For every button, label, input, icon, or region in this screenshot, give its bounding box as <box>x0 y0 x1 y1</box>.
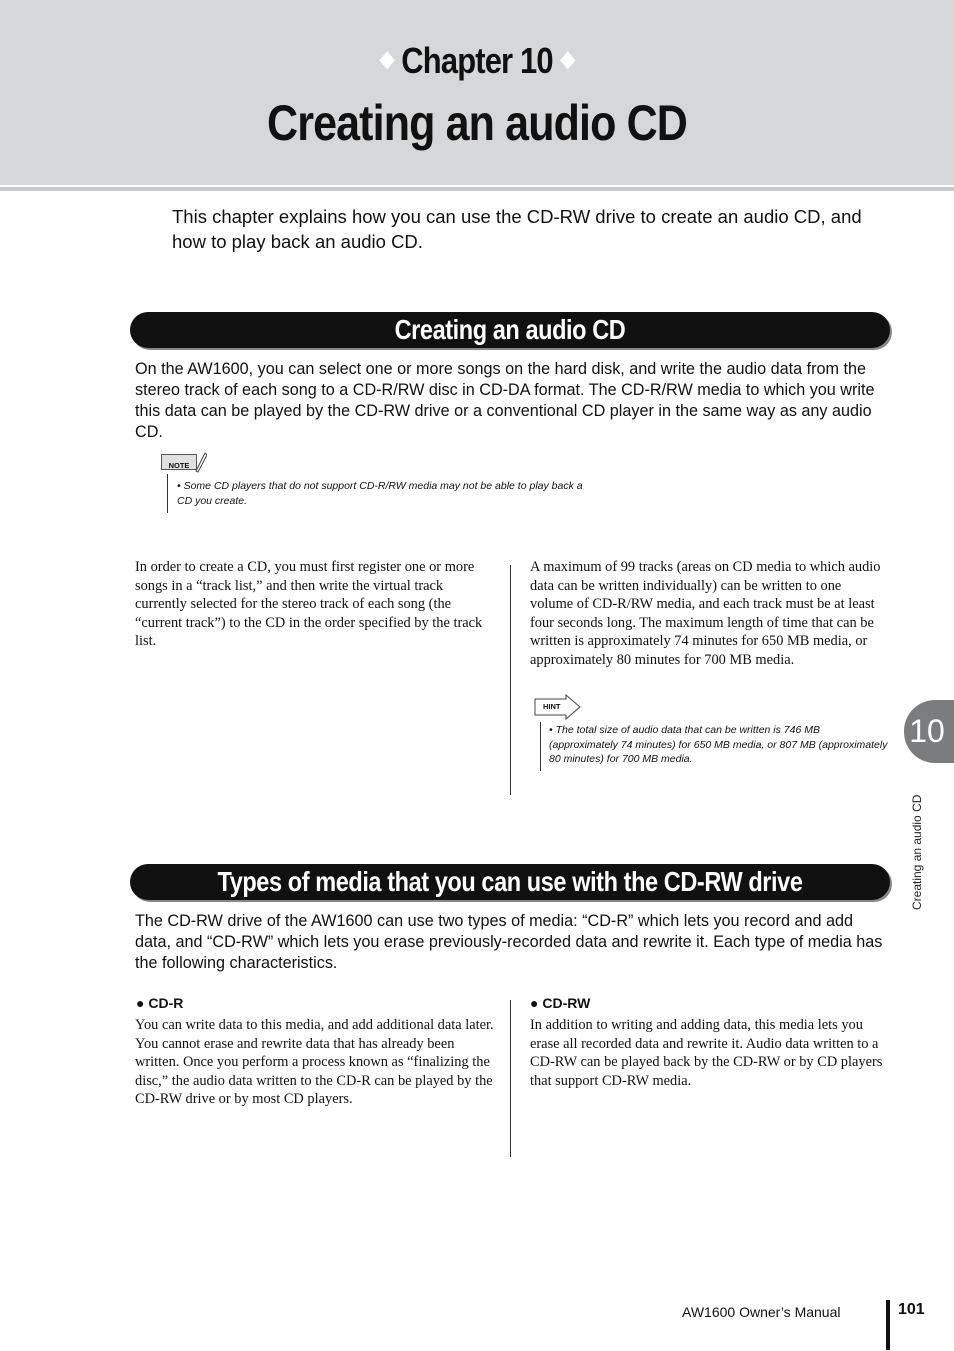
section-title-creating: Creating an audio CD <box>394 314 626 345</box>
note-label: NOTE <box>168 461 190 470</box>
section-title-media-types: Types of media that you can use with the CD-RW drive <box>217 866 803 897</box>
note-text: • Some CD players that do not support CD-R/RW media may not be able to play back a CD you create. <box>177 480 583 507</box>
diamond-right-icon: ◆ <box>560 46 575 72</box>
pencil-icon <box>193 451 207 473</box>
section-heading-bar-creating <box>130 312 890 348</box>
section1-body: On the AW1600, you can select one or more songs on the hard disk, and write the audio data from the stereo track of each song to a CD-R/RW disc in CD-DA format. The CD-R/RW media to which you write this data can be played by the CD-RW drive or a conventional CD player in the same way as any audio CD. <box>135 360 875 441</box>
section-heading-bar-media-types <box>130 864 890 900</box>
chapter-header-band <box>0 0 954 185</box>
chapter-label: Chapter 10 <box>401 40 553 81</box>
chapter-intro: This chapter explains how you can use the CD-RW drive to create an audio CD, and how to play back an audio CD. <box>172 206 862 252</box>
footer-manual-name: AW1600 Owner’s Manual <box>682 1304 841 1320</box>
footer-divider <box>886 1300 890 1350</box>
hint-rule <box>540 722 541 771</box>
chapter-title: Creating an audio CD <box>266 95 688 151</box>
column-divider-2 <box>510 1000 511 1157</box>
note-tag <box>161 454 197 470</box>
chapter-side-tab <box>904 700 954 763</box>
hint-label: HINT <box>543 702 561 711</box>
note-rule <box>167 474 168 513</box>
section2-body: The CD-RW drive of the AW1600 can use two types of media: “CD-R” which lets you record and add data, and “CD-RW” which lets you erase previously-recorded data and rewrite it. Each type of media has the following characteristics. <box>135 912 883 972</box>
hint-text: • The total size of audio data that can be written is 746 MB (approximately 74 minutes) for 650 MB media, or 807 MB (approximately 80 minutes) for 700 MB media. <box>549 724 888 765</box>
header-divider <box>0 186 954 191</box>
section1-left-column: In order to create a CD, you must first register one or more songs in a “track list,” and then write the virtual track currently selected for the stereo track of each song (the “current track”) to the CD in the order specified by the track list. <box>135 559 483 650</box>
chapter-tab-number: 10 <box>909 713 945 749</box>
column-divider-1 <box>510 565 511 795</box>
section1-right-column: A maximum of 99 tracks (areas on CD media to which audio data can be written individually) can be written to one volume of CD-R/RW media, and each track must be at least four seconds long. The maximum length of time that can be written is approximately 74 minutes for 650 MB media, or approximately 80 minutes for 700 MB media. <box>530 559 881 668</box>
cdr-text: You can write data to this media, and add additional data later. You cannot erase and rewrite data that has already been written. Once you perform a process known as “finalizing the disc,” the audio data written to the CD-R can be played by the CD-RW drive or by most CD players. <box>135 1017 494 1108</box>
cdrw-text: In addition to writing and adding data, this media lets you erase all recorded data and rewrite it. Audio data written to a CD-RW can be played back by the CD-RW or by CD players that support CD-RW media. <box>530 1017 883 1089</box>
chapter-label-line <box>67 40 887 82</box>
page-number: 101 <box>898 1301 925 1318</box>
cdr-heading: ● CD-R <box>136 995 184 1011</box>
diamond-left-icon: ◆ <box>379 46 394 72</box>
cdrw-heading: ● CD-RW <box>530 995 591 1011</box>
chapter-side-label: Creating an audio CD <box>910 794 924 910</box>
